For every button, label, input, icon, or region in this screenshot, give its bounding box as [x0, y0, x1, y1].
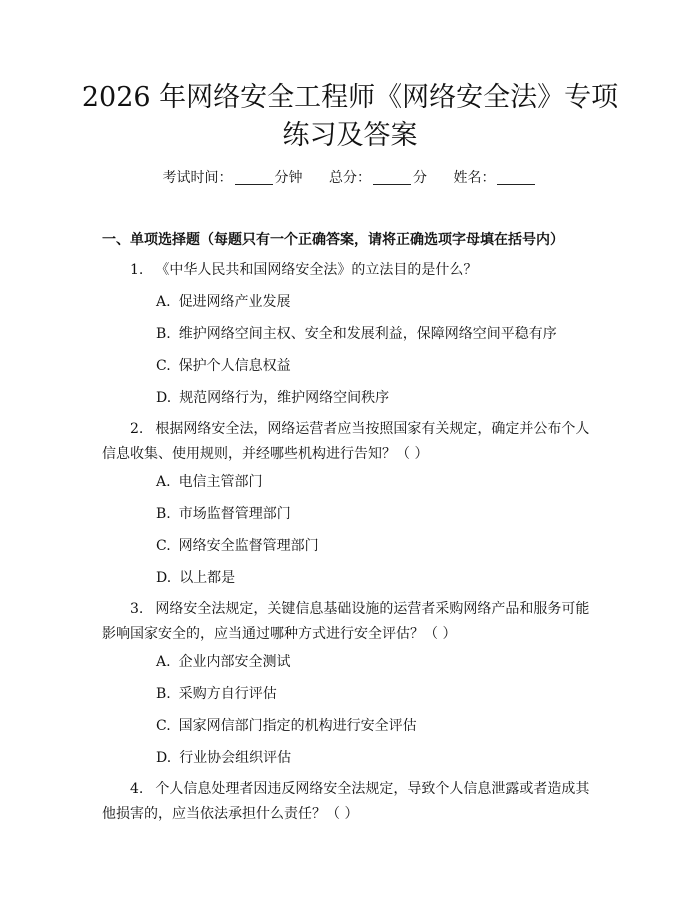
- option-text: 国家网信部门指定的机构进行安全评估: [178, 718, 417, 734]
- question-2: [102, 417, 602, 467]
- option-text: 采购方自行评估: [178, 686, 277, 702]
- option-text: 以上都是: [179, 570, 236, 586]
- exam-time-label: 考试时间：: [162, 170, 233, 186]
- question-number: 1.: [130, 262, 144, 278]
- option-letter: A.: [156, 474, 171, 490]
- name-label: 姓名：: [453, 170, 496, 186]
- question-1-option-a: [156, 292, 291, 312]
- exam-time-field: [163, 170, 303, 186]
- question-3-option-d: [156, 748, 291, 768]
- question-1-option-c: [156, 356, 291, 376]
- section-heading: 一、单项选择题（每题只有一个正确答案，请将正确选项字母填在括号内）: [102, 232, 564, 248]
- name-blank: [497, 170, 535, 185]
- total-score-field: [329, 170, 427, 186]
- option-letter: D.: [156, 570, 172, 586]
- option-letter: C.: [156, 358, 171, 374]
- document-title-line-2: 练习及答案: [282, 120, 418, 151]
- question-number: 4.: [130, 781, 144, 797]
- total-score-unit: 分: [413, 170, 427, 186]
- option-letter: B.: [156, 326, 171, 342]
- exam-time-unit: 分钟: [274, 170, 303, 186]
- question-text: 根据网络安全法，网络运营者应当按照国家有关规定，确定并公布个人信息收集、使用规则，并经哪些机构进行告知？（ ）: [102, 421, 590, 462]
- option-text: 电信主管部门: [178, 474, 263, 490]
- option-text: 规范网络行为，维护网络空间秩序: [179, 390, 390, 406]
- option-text: 行业协会组织评估: [179, 750, 292, 766]
- option-letter: B.: [156, 686, 171, 702]
- question-1: [102, 258, 602, 283]
- name-field: [453, 170, 537, 186]
- option-text: 企业内部安全测试: [178, 654, 291, 670]
- exam-time-blank: [235, 170, 273, 185]
- question-3-option-b: [156, 684, 277, 704]
- option-letter: C.: [156, 718, 171, 734]
- question-text: 网络安全法规定，关键信息基础设施的运营者采购网络产品和服务可能影响国家安全的，应当通过哪种方式进行安全评估？（ ）: [102, 601, 590, 642]
- option-text: 网络安全监督管理部门: [178, 538, 319, 554]
- option-text: 保护个人信息权益: [178, 358, 291, 374]
- total-score-blank: [373, 170, 411, 185]
- option-text: 促进网络产业发展: [178, 294, 291, 310]
- question-1-option-d: [156, 388, 389, 408]
- question-4: [102, 777, 602, 827]
- option-letter: D.: [156, 390, 172, 406]
- option-letter: C.: [156, 538, 171, 554]
- question-3-option-a: [156, 652, 291, 672]
- question-number: 2.: [130, 421, 144, 437]
- question-number: 3.: [130, 601, 144, 617]
- total-score-label: 总分：: [329, 170, 371, 186]
- option-letter: D.: [156, 750, 172, 766]
- question-2-option-b: [156, 504, 291, 524]
- option-letter: B.: [156, 506, 171, 522]
- option-letter: A.: [156, 654, 171, 670]
- question-1-option-b: [156, 324, 557, 344]
- exam-info-line: [0, 168, 700, 188]
- option-text: 维护网络空间主权、安全和发展利益，保障网络空间平稳有序: [178, 326, 557, 342]
- question-3: [102, 597, 602, 647]
- question-2-option-c: [156, 536, 319, 556]
- question-2-option-a: [156, 472, 263, 492]
- question-2-option-d: [156, 568, 235, 588]
- document-title-line-1: 2026 年网络安全工程师《网络安全法》专项: [81, 82, 619, 113]
- question-text: 《中华人民共和国网络安全法》的立法目的是什么？: [155, 262, 478, 278]
- option-text: 市场监督管理部门: [178, 506, 291, 522]
- option-letter: A.: [156, 294, 171, 310]
- question-text: 个人信息处理者因违反网络安全法规定，导致个人信息泄露或者造成其他损害的，应当依法承担什么责任？（ ）: [102, 781, 590, 822]
- question-3-option-c: [156, 716, 417, 736]
